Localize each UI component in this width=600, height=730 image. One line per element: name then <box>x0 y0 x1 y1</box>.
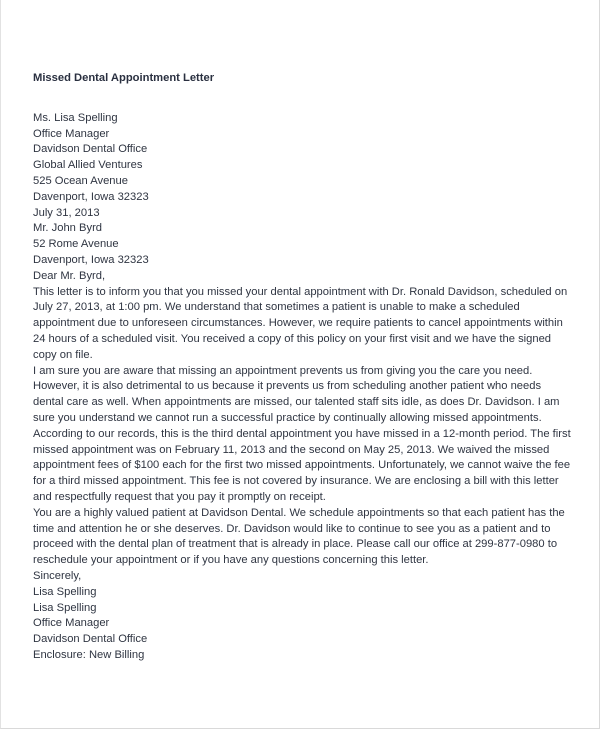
paragraph-line: reschedule your appointment or if you have any questions concerning this letter. <box>33 554 429 567</box>
paragraph-missed-appointment <box>33 285 573 364</box>
paragraph-line: and respectfully request that you pay it promptly on receipt. <box>33 490 326 503</box>
paragraph-line: time and attention he or she deserves. Dr. Davidson would like to continue to see you as a patient and to <box>33 522 551 535</box>
paragraph-line: proceed with the dental plan of treatment that is already in place. Please call our office at 299-877-0980 to <box>33 538 558 551</box>
paragraph-line: However, it is also detrimental to us because it prevents us from scheduling another patient who needs <box>33 380 542 393</box>
document-title: Missed Dental Appointment Letter <box>33 72 215 84</box>
sender-city: Davenport, Iowa 32323 <box>33 190 149 203</box>
paragraph-line: appointment due to unforeseen circumstances. However, we require patients to cancel appointments within <box>33 317 563 330</box>
signature-position: Office Manager <box>33 617 110 630</box>
sender-block <box>33 111 573 206</box>
signature-name: Lisa Spelling <box>33 585 97 598</box>
signature-block <box>33 585 573 664</box>
letter-date: July 31, 2013 <box>33 206 100 219</box>
paragraph-line: for a third missed appointment. This fee is not covered by insurance. We are enclosing a bill with this letter <box>33 475 559 488</box>
paragraph-fee-policy <box>33 364 573 506</box>
recipient-name: Mr. John Byrd <box>33 222 103 235</box>
paragraph-line: This letter is to inform you that you missed your dental appointment with Dr. Ronald Davidson, scheduled on <box>33 285 568 298</box>
enclosure-note: Enclosure: New Billing <box>33 648 145 661</box>
closing: Sincerely, <box>33 569 82 582</box>
recipient-street: 52 Rome Avenue <box>33 238 119 251</box>
paragraph-line: copy on file. <box>33 348 93 361</box>
paragraph-line: 24 hours of a scheduled visit. You received a copy of this policy on your first visit and we have the signed <box>33 332 552 345</box>
paragraph-line: dental care as well. When appointments are missed, our talented staff sits idle, as does Dr. Davidson. I am <box>33 396 560 409</box>
sender-street: 525 Ocean Avenue <box>33 174 128 187</box>
paragraph-line: According to our records, this is the third dental appointment you have missed in a 12-month period. The first <box>33 427 571 440</box>
signature-office: Davidson Dental Office <box>33 633 148 646</box>
paragraph-line: July 27, 2013, at 1:00 pm. We understand that sometimes a patient is unable to make a scheduled <box>33 301 520 314</box>
paragraph-reschedule <box>33 506 573 569</box>
paragraph-line: missed appointment was on February 11, 2013 and the second on May 25, 2013. We waived the missed <box>33 443 550 456</box>
salutation: Dear Mr. Byrd, <box>33 269 106 282</box>
sender-office: Davidson Dental Office <box>33 143 148 156</box>
sender-name: Ms. Lisa Spelling <box>33 111 118 124</box>
printed-name: Lisa Spelling <box>33 601 97 614</box>
sender-position: Office Manager <box>33 127 110 140</box>
recipient-block <box>33 221 573 268</box>
paragraph-line: sure you understand we cannot run a successful practice by continually allowing missed appointments. <box>33 411 542 424</box>
paragraph-line: You are a highly valued patient at Davidson Dental. We schedule appointments so that each patient has the <box>33 506 565 519</box>
letter-content <box>33 71 573 664</box>
paragraph-line: I am sure you are aware that missing an appointment prevents us from giving you the care you need. <box>33 364 533 377</box>
recipient-city: Davenport, Iowa 32323 <box>33 253 149 266</box>
paragraph-line: appointment fees of $100 each for the first two missed appointments. Unfortunately, we cannot waive the fee <box>33 459 571 472</box>
sender-company: Global Allied Ventures <box>33 159 143 172</box>
